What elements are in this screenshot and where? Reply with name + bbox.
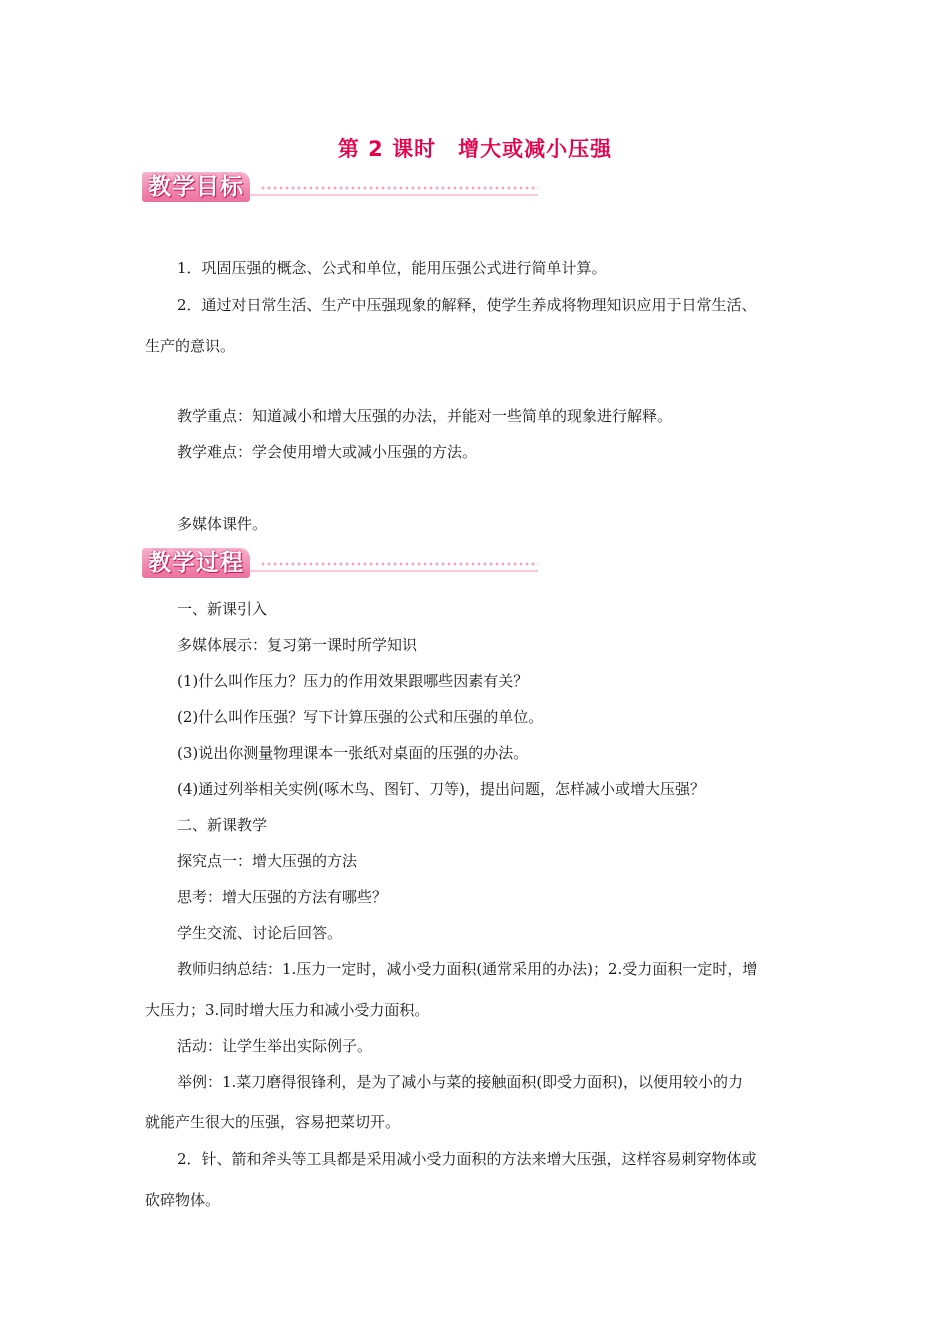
example-1-cont: 就能产生很大的压强，容易把菜切开。	[145, 1113, 401, 1131]
teaching-materials: 多媒体课件。	[177, 515, 268, 533]
step-heading-new-lesson: 二、新课教学	[177, 816, 268, 834]
page-title: 第 2 课时 增大或减小压强	[337, 137, 613, 161]
activity: 活动：让学生举出实际例子。	[177, 1037, 373, 1055]
goal-item-1: 1．巩固压强的概念、公式和单位，能用压强公式进行简单计算。	[177, 259, 607, 277]
difficult-point: 教学难点：学会使用增大或减小压强的方法。	[177, 443, 478, 461]
question-2: (2)什么叫作压强？写下计算压强的公式和压强的单位。	[177, 708, 544, 726]
goal-item-2: 2．通过对日常生活、生产中压强现象的解释，使学生养成将物理知识应用于日常生活、	[177, 296, 757, 314]
question-3: (3)说出你测量物理课本一张纸对桌面的压强的办法。	[177, 744, 529, 762]
question-1: (1)什么叫作压力？压力的作用效果跟哪些因素有关？	[177, 672, 529, 690]
paragraph: 多媒体展示：复习第一课时所学知识	[177, 636, 418, 654]
example-1: 举例：1.菜刀磨得很锋利，是为了减小与菜的接触面积(即受力面积)，以便用较小的力	[177, 1073, 744, 1091]
section-heading-process: 教学过程	[142, 548, 250, 578]
paragraph: 学生交流、讨论后回答。	[177, 924, 343, 942]
banner-divider	[250, 570, 538, 572]
banner-divider	[250, 194, 538, 196]
step-heading-intro: 一、新课引入	[177, 600, 268, 618]
banner-dots	[260, 561, 538, 567]
summary: 教师归纳总结：1.压力一定时，减小受力面积(通常采用的办法)；2.受力面积一定时，增	[177, 960, 758, 978]
section-banner-process	[142, 548, 538, 582]
example-2: 2．针、箭和斧头等工具都是采用减小受力面积的方法来增大压强，这样容易刺穿物体或	[177, 1150, 757, 1168]
summary-cont: 大压力；3.同时增大压力和减小受力面积。	[145, 1001, 430, 1019]
paragraph: 思考：增大压强的方法有哪些？	[177, 888, 388, 906]
question-4: (4)通过列举相关实例(啄木鸟、图钉、刀等)，提出问题，怎样减小或增大压强？	[177, 780, 705, 798]
banner-dots	[260, 185, 538, 191]
inquiry-point-1: 探究点一：增大压强的方法	[177, 852, 358, 870]
section-banner-goals	[142, 172, 538, 206]
example-2-cont: 砍碎物体。	[145, 1191, 221, 1209]
key-point: 教学重点：知道减小和增大压强的办法，并能对一些简单的现象进行解释。	[177, 407, 673, 425]
goal-item-2-cont: 生产的意识。	[145, 337, 236, 355]
section-heading-goals: 教学目标	[142, 172, 250, 202]
